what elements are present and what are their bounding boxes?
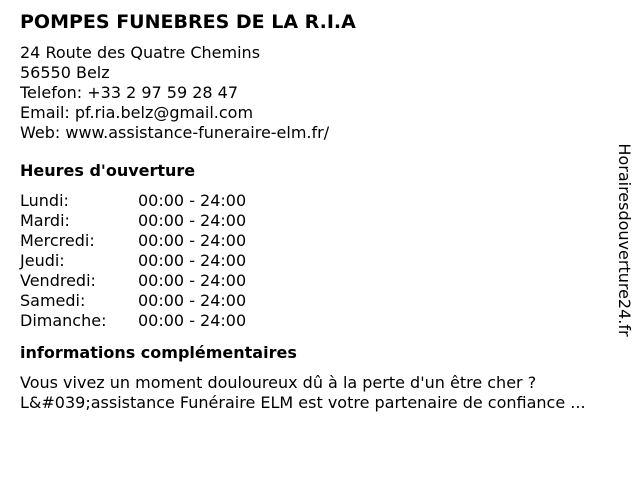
email-text: Email: pf.ria.belz@gmail.com [20,103,254,122]
time-range: 00:00 - 24:00 [138,311,247,330]
day-label: Jeudi: [20,251,65,270]
hours-row [20,311,246,331]
day-label: Vendredi: [20,271,96,290]
phone-text: Telefon: +33 2 97 59 28 47 [20,83,239,102]
time-range: 00:00 - 24:00 [138,291,247,310]
business-name: POMPES FUNEBRES DE LA R.I.A [20,11,356,33]
time-range: 00:00 - 24:00 [138,251,247,270]
time-range: 00:00 - 24:00 [138,191,247,210]
day-label: Mercredi: [20,231,95,250]
hours-row [20,231,246,251]
address-street: 24 Route des Quatre Chemins [20,43,261,62]
time-range: 00:00 - 24:00 [138,211,247,230]
site-watermark-label: Horairesdouverture24.fr [615,143,634,337]
time-range: 00:00 - 24:00 [138,271,247,290]
contact-block [20,43,610,143]
hours-row [20,291,246,311]
hours-row [20,251,246,271]
hours-row [20,271,246,291]
info-heading: informations complémentaires [20,343,297,362]
day-label: Samedi: [20,291,86,310]
hours-heading: Heures d'ouverture [20,161,196,180]
day-label: Lundi: [20,191,69,210]
day-label: Dimanche: [20,311,107,330]
time-range: 00:00 - 24:00 [138,231,247,250]
hours-row [20,211,246,231]
website-text: Web: www.assistance-funeraire-elm.fr/ [20,123,330,142]
hours-row [20,191,246,211]
address-city: 56550 Belz [20,63,110,82]
info-text: Vous vivez un moment douloureux dû à la perte d'un être cher ? L&#039;assistance Funéraire ELM est votre partenaire de confiance ... [20,373,586,412]
business-card [20,10,610,413]
hours-table [20,191,246,331]
day-label: Mardi: [20,211,70,230]
